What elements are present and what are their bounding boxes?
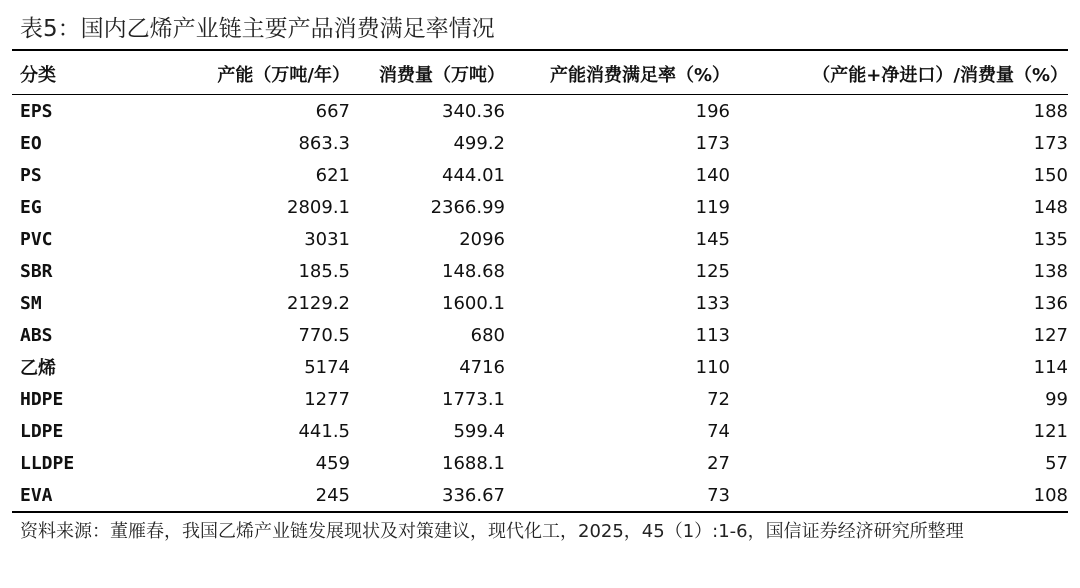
cell-satisfaction-rate: 173: [695, 132, 730, 154]
cell-consumption: 599.4: [453, 420, 505, 442]
table-row: [12, 479, 1076, 511]
cell-category: HDPE: [20, 388, 64, 410]
table-row: [12, 223, 1076, 255]
cell-satisfaction-rate: 113: [695, 324, 730, 346]
cell-capacity: 441.5: [298, 420, 350, 442]
cell-category: EVA: [20, 484, 53, 506]
table-top-rule: [12, 49, 1068, 51]
cell-consumption: 1600.1: [442, 292, 505, 314]
cell-consumption: 1773.1: [442, 388, 505, 410]
cell-consumption: 444.01: [442, 164, 505, 186]
cell-capacity: 1277: [304, 388, 350, 410]
cell-category: EG: [20, 196, 42, 218]
header-row: [12, 55, 1076, 93]
table-row: [12, 447, 1076, 479]
cell-category: 乙烯: [20, 358, 56, 379]
table-row: [12, 319, 1076, 351]
header-consumption: 消费量（万吨）: [379, 65, 505, 86]
table-row: [12, 415, 1076, 447]
cell-capacity-net-import-ratio: 121: [1033, 420, 1068, 442]
table-row: [12, 127, 1076, 159]
cell-capacity-net-import-ratio: 135: [1033, 228, 1068, 250]
table-title: 表5：国内乙烯产业链主要产品消费满足率情况: [20, 16, 495, 42]
cell-capacity: 5174: [304, 356, 350, 378]
table-row: [12, 383, 1076, 415]
cell-capacity-net-import-ratio: 114: [1033, 356, 1068, 378]
cell-satisfaction-rate: 110: [695, 356, 730, 378]
cell-category: LLDPE: [20, 452, 75, 474]
cell-capacity-net-import-ratio: 99: [1045, 388, 1068, 410]
cell-capacity-net-import-ratio: 150: [1033, 164, 1068, 186]
cell-capacity-net-import-ratio: 57: [1045, 452, 1068, 474]
cell-category: EO: [20, 132, 42, 154]
header-capacity-net-import-ratio: （产能+净进口）/消费量（%）: [812, 65, 1068, 86]
cell-capacity: 2129.2: [287, 292, 350, 314]
table-row: [12, 255, 1076, 287]
cell-category: LDPE: [20, 420, 64, 442]
cell-capacity-net-import-ratio: 136: [1033, 292, 1068, 314]
table-row: [12, 351, 1076, 383]
cell-capacity-net-import-ratio: 173: [1033, 132, 1068, 154]
cell-category: SBR: [20, 260, 53, 282]
cell-capacity: 2809.1: [287, 196, 350, 218]
cell-capacity: 3031: [304, 228, 350, 250]
header-satisfaction-rate: 产能消费满足率（%）: [549, 65, 730, 86]
cell-capacity: 245: [315, 484, 350, 506]
cell-consumption: 340.36: [442, 100, 505, 122]
cell-satisfaction-rate: 72: [707, 388, 730, 410]
cell-satisfaction-rate: 125: [695, 260, 730, 282]
cell-satisfaction-rate: 27: [707, 452, 730, 474]
table-row: [12, 93, 1076, 127]
cell-satisfaction-rate: 133: [695, 292, 730, 314]
header-category: 分类: [20, 65, 56, 86]
cell-capacity: 185.5: [298, 260, 350, 282]
header-capacity: 产能（万吨/年）: [217, 65, 350, 86]
cell-capacity-net-import-ratio: 108: [1033, 484, 1068, 506]
table-header: [12, 55, 1076, 93]
cell-category: PVC: [20, 228, 53, 250]
cell-satisfaction-rate: 73: [707, 484, 730, 506]
cell-satisfaction-rate: 74: [707, 420, 730, 442]
cell-capacity: 770.5: [298, 324, 350, 346]
table-body: [12, 93, 1076, 511]
cell-satisfaction-rate: 119: [695, 196, 730, 218]
cell-capacity-net-import-ratio: 138: [1033, 260, 1068, 282]
cell-consumption: 336.67: [442, 484, 505, 506]
cell-category: EPS: [20, 100, 53, 122]
cell-category: SM: [20, 292, 42, 314]
cell-category: PS: [20, 164, 42, 186]
cell-consumption: 1688.1: [442, 452, 505, 474]
cell-category: ABS: [20, 324, 53, 346]
cell-consumption: 2366.99: [430, 196, 505, 218]
cell-consumption: 680: [470, 324, 505, 346]
cell-capacity: 667: [315, 100, 350, 122]
cell-satisfaction-rate: 140: [695, 164, 730, 186]
table-row: [12, 159, 1076, 191]
data-table: [12, 55, 1076, 511]
cell-consumption: 2096: [459, 228, 505, 250]
table-row: [12, 287, 1076, 319]
table-bottom-rule: [12, 511, 1068, 513]
cell-capacity: 863.3: [298, 132, 350, 154]
cell-satisfaction-rate: 196: [695, 100, 730, 122]
cell-capacity-net-import-ratio: 148: [1033, 196, 1068, 218]
table-row: [12, 191, 1076, 223]
cell-consumption: 499.2: [453, 132, 505, 154]
cell-capacity: 621: [315, 164, 350, 186]
cell-capacity-net-import-ratio: 127: [1033, 324, 1068, 346]
cell-satisfaction-rate: 145: [695, 228, 730, 250]
cell-capacity: 459: [315, 452, 350, 474]
source-note: 资料来源：董雁春，我国乙烯产业链发展现状及对策建议，现代化工，2025，45（1）:1-6，国信证券经济研究所整理: [20, 521, 964, 542]
cell-capacity-net-import-ratio: 188: [1033, 100, 1068, 122]
cell-consumption: 4716: [459, 356, 505, 378]
cell-consumption: 148.68: [442, 260, 505, 282]
